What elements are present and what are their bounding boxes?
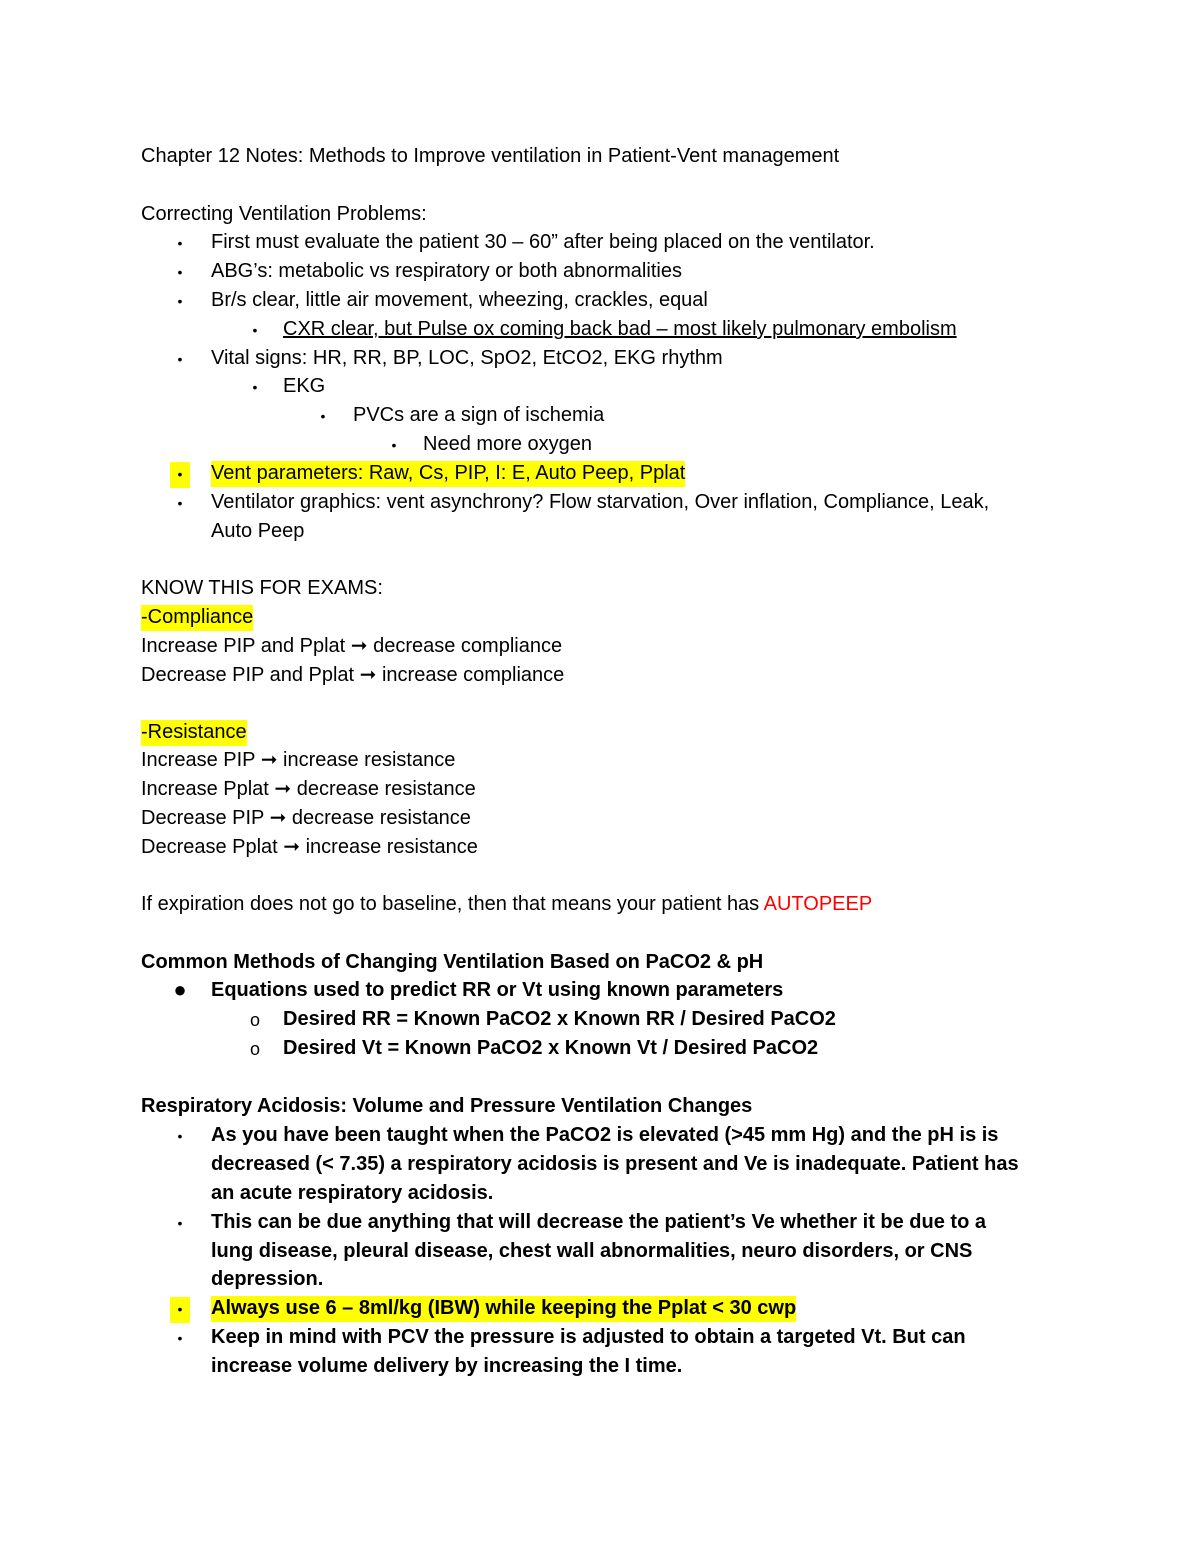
- bullet: •: [177, 1128, 183, 1144]
- resistance-label: -Resistance: [141, 720, 247, 746]
- bullet: •: [177, 264, 183, 280]
- list-item: Keep in mind with PCV the pressure is adjusted to obtain a targeted Vt. But can: [211, 1326, 966, 1348]
- bullet: ●: [173, 977, 187, 1002]
- list-item-continuation: Auto Peep: [211, 520, 305, 542]
- resistance-line: Increase Pplat ➞ decrease resistance: [141, 778, 476, 800]
- list-item: EKG: [283, 375, 326, 397]
- bullet: •: [177, 1330, 183, 1346]
- list-item-highlighted: Vent parameters: Raw, Cs, PIP, I: E, Auto Peep, Pplat: [211, 461, 685, 487]
- compliance-line: Decrease PIP and Pplat ➞ increase compliance: [141, 664, 565, 686]
- list-item-continuation: increase volume delivery by increasing the I time.: [211, 1355, 683, 1377]
- bullet: •: [177, 495, 183, 511]
- common-heading: Common Methods of Changing Ventilation Based on PaCO2 & pH: [141, 951, 764, 973]
- list-item-underlined: CXR clear, but Pulse ox coming back bad – most likely pulmonary embolism: [283, 318, 957, 340]
- document-title: Chapter 12 Notes: Methods to Improve ventilation in Patient-Vent management: [141, 145, 840, 167]
- equation: Desired RR = Known PaCO2 x Known RR / Desired PaCO2: [283, 1008, 836, 1030]
- autopeep-highlight: AUTOPEEP: [763, 893, 873, 915]
- bullet: •: [177, 235, 183, 251]
- list-item-highlighted: Always use 6 – 8ml/kg (IBW) while keeping the Pplat < 30 cwp: [211, 1296, 796, 1322]
- bullet: •: [177, 1215, 183, 1231]
- list-item: This can be due anything that will decrease the patient’s Ve whether it be due to a: [211, 1211, 986, 1233]
- list-item: As you have been taught when the PaCO2 is elevated (>45 mm Hg) and the pH is is: [211, 1124, 999, 1146]
- bullet: •: [320, 408, 326, 424]
- list-item-continuation: an acute respiratory acidosis.: [211, 1182, 494, 1204]
- autopeep-sentence: [141, 892, 872, 918]
- list-item-continuation: lung disease, pleural disease, chest wall abnormalities, neuro disorders, or CNS: [211, 1240, 973, 1262]
- correcting-heading: Correcting Ventilation Problems:: [141, 203, 427, 225]
- list-item: Vital signs: HR, RR, BP, LOC, SpO2, EtCO2, EKG rhythm: [211, 347, 723, 369]
- list-item: Br/s clear, little air movement, wheezing, crackles, equal: [211, 289, 708, 311]
- bullet: o: [249, 1010, 260, 1030]
- bullet: •: [170, 462, 190, 488]
- list-item-continuation: depression.: [211, 1268, 324, 1290]
- resistance-line: Decrease Pplat ➞ increase resistance: [141, 836, 478, 858]
- bullet: •: [252, 379, 258, 395]
- list-item: Need more oxygen: [423, 433, 592, 455]
- list-item: Equations used to predict RR or Vt using known parameters: [211, 979, 784, 1001]
- list-item: PVCs are a sign of ischemia: [353, 404, 605, 426]
- bullet: •: [252, 322, 258, 338]
- know-heading: KNOW THIS FOR EXAMS:: [141, 577, 383, 599]
- bullet: •: [177, 293, 183, 309]
- autopeep-text: If expiration does not go to baseline, then that means your patient has: [141, 893, 764, 915]
- bullet: •: [170, 1297, 190, 1323]
- acidosis-heading: Respiratory Acidosis: Volume and Pressure Ventilation Changes: [141, 1095, 753, 1117]
- bullet: •: [177, 351, 183, 367]
- compliance-label: -Compliance: [141, 605, 253, 631]
- list-item: ABG’s: metabolic vs respiratory or both abnormalities: [211, 260, 682, 282]
- equation: Desired Vt = Known PaCO2 x Known Vt / Desired PaCO2: [283, 1037, 819, 1059]
- bullet: o: [249, 1039, 260, 1059]
- list-item-continuation: decreased (< 7.35) a respiratory acidosis is present and Ve is inadequate. Patient has: [211, 1153, 1019, 1175]
- compliance-line: Increase PIP and Pplat ➞ decrease compliance: [141, 635, 563, 657]
- list-item: Ventilator graphics: vent asynchrony? Flow starvation, Over inflation, Compliance, Leak,: [211, 491, 990, 513]
- bullet: •: [391, 437, 397, 453]
- resistance-line: Increase PIP ➞ increase resistance: [141, 749, 456, 771]
- list-item: First must evaluate the patient 30 – 60” after being placed on the ventilator.: [211, 231, 875, 253]
- resistance-line: Decrease PIP ➞ decrease resistance: [141, 807, 471, 829]
